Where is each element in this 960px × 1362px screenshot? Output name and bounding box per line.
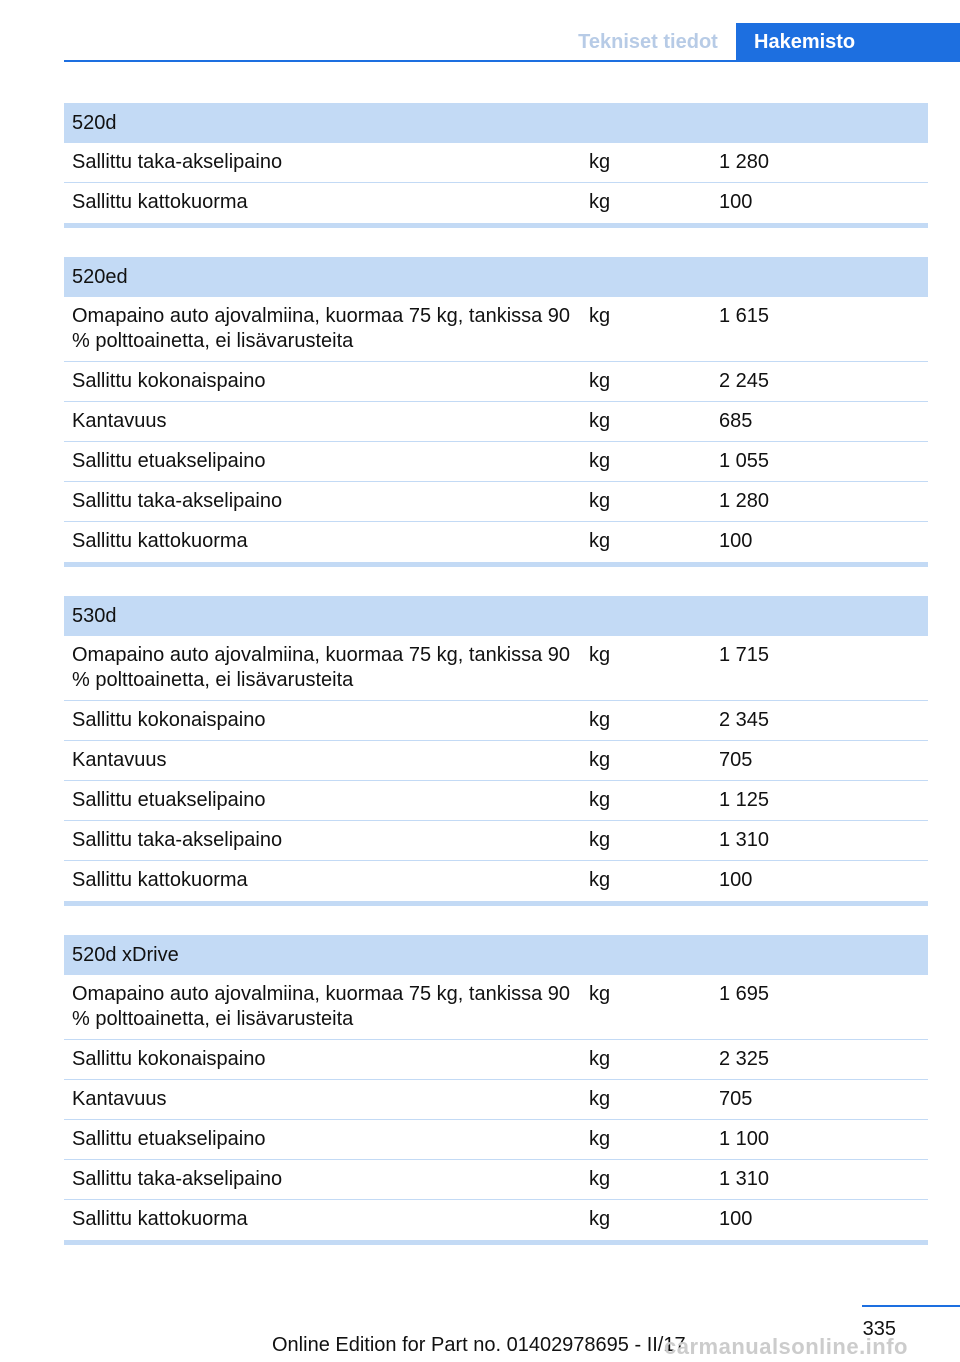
- table-row: [64, 975, 928, 1040]
- tab-hakemisto[interactable]: Hakemisto: [736, 23, 960, 62]
- table-row: [64, 781, 928, 821]
- row-unit: kg: [589, 370, 611, 392]
- edition-note: Online Edition for Part no. 01402978695 - II/17: [272, 1334, 686, 1356]
- row-value: 2 345: [719, 709, 770, 731]
- row-value: 1 280: [719, 151, 770, 173]
- row-label: Sallittu etuakselipaino: [72, 1128, 266, 1150]
- row-unit: kg: [589, 644, 611, 666]
- table-bottom-rule: [64, 562, 928, 567]
- row-unit: kg: [589, 983, 611, 1005]
- row-value: 2 245: [719, 370, 770, 392]
- row-value: 705: [719, 1088, 753, 1110]
- row-unit: kg: [589, 829, 611, 851]
- row-value: 1 615: [719, 305, 770, 327]
- row-unit: kg: [589, 709, 611, 731]
- row-value: 100: [719, 869, 753, 891]
- row-value: 1 125: [719, 789, 770, 811]
- table-bottom-rule: [64, 223, 928, 228]
- table-title: 520ed: [64, 257, 928, 297]
- row-value: 1 310: [719, 829, 770, 851]
- row-unit: kg: [589, 1048, 611, 1070]
- table-row: [64, 636, 928, 701]
- row-label: Sallittu taka-akselipaino: [72, 151, 283, 173]
- tab-tekniset-tiedot[interactable]: Tekniset tiedot: [578, 30, 718, 53]
- row-unit: kg: [589, 1088, 611, 1110]
- table-row: [64, 861, 928, 901]
- row-unit: kg: [589, 1168, 611, 1190]
- row-unit: kg: [589, 749, 611, 771]
- row-unit: kg: [589, 1208, 611, 1230]
- table-row: [64, 522, 928, 562]
- spec-table: [64, 103, 928, 228]
- table-row: [64, 1120, 928, 1160]
- row-unit: kg: [589, 490, 611, 512]
- row-value: 1 055: [719, 450, 770, 472]
- row-value: 705: [719, 749, 753, 771]
- row-label: Sallittu kattokuorma: [72, 869, 248, 891]
- page-number: 335: [862, 1318, 896, 1340]
- row-label: Kantavuus: [72, 410, 167, 432]
- row-label: Omapaino auto ajovalmiina, kuormaa 75 kg, tankissa 90 % polttoainetta, ei lisävarusteita: [72, 305, 571, 352]
- table-row: [64, 482, 928, 522]
- row-label: Sallittu kokonaispaino: [72, 1048, 266, 1070]
- table-row: [64, 183, 928, 223]
- row-label: Sallittu kattokuorma: [72, 191, 248, 213]
- row-value: 100: [719, 530, 753, 552]
- table-title: 530d: [64, 596, 928, 636]
- row-unit: kg: [589, 869, 611, 891]
- table-row: [64, 741, 928, 781]
- row-label: Sallittu kokonaispaino: [72, 370, 266, 392]
- table-title: 520d xDrive: [64, 935, 928, 975]
- row-unit: kg: [589, 450, 611, 472]
- row-label: Sallittu kattokuorma: [72, 530, 248, 552]
- row-label: Omapaino auto ajovalmiina, kuormaa 75 kg, tankissa 90 % polttoainetta, ei lisävarusteita: [72, 983, 571, 1030]
- table-row: [64, 297, 928, 362]
- row-unit: kg: [589, 305, 611, 327]
- row-label: Sallittu taka-akselipaino: [72, 1168, 283, 1190]
- row-label: Sallittu taka-akselipaino: [72, 490, 283, 512]
- row-label: Omapaino auto ajovalmiina, kuormaa 75 kg, tankissa 90 % polttoainetta, ei lisävarusteita: [72, 644, 571, 691]
- table-row: [64, 821, 928, 861]
- row-label: Sallittu kokonaispaino: [72, 709, 266, 731]
- row-unit: kg: [589, 410, 611, 432]
- spec-tables: [64, 103, 928, 1274]
- row-unit: kg: [589, 191, 611, 213]
- footer-rule: [862, 1305, 960, 1307]
- table-row: [64, 362, 928, 402]
- table-row: [64, 442, 928, 482]
- row-value: 100: [719, 191, 753, 213]
- watermark: carmanualsonline.info: [664, 1334, 908, 1359]
- table-row: [64, 1200, 928, 1240]
- table-row: [64, 1080, 928, 1120]
- row-value: 1 310: [719, 1168, 770, 1190]
- row-label: Kantavuus: [72, 1088, 167, 1110]
- row-value: 1 100: [719, 1128, 770, 1150]
- row-unit: kg: [589, 530, 611, 552]
- row-value: 1 280: [719, 490, 770, 512]
- row-value: 2 325: [719, 1048, 770, 1070]
- row-value: 1 715: [719, 644, 770, 666]
- table-row: [64, 1040, 928, 1080]
- row-unit: kg: [589, 789, 611, 811]
- spec-table: [64, 935, 928, 1245]
- row-unit: kg: [589, 151, 611, 173]
- row-value: 685: [719, 410, 753, 432]
- table-title: 520d: [64, 103, 928, 143]
- row-value: 100: [719, 1208, 753, 1230]
- table-bottom-rule: [64, 1240, 928, 1245]
- table-row: [64, 1160, 928, 1200]
- row-unit: kg: [589, 1128, 611, 1150]
- row-label: Kantavuus: [72, 749, 167, 771]
- table-row: [64, 143, 928, 183]
- spec-table: [64, 257, 928, 567]
- row-label: Sallittu etuakselipaino: [72, 450, 266, 472]
- spec-table: [64, 596, 928, 906]
- row-value: 1 695: [719, 983, 770, 1005]
- row-label: Sallittu etuakselipaino: [72, 789, 266, 811]
- table-row: [64, 701, 928, 741]
- row-label: Sallittu taka-akselipaino: [72, 829, 283, 851]
- table-bottom-rule: [64, 901, 928, 906]
- row-label: Sallittu kattokuorma: [72, 1208, 248, 1230]
- table-row: [64, 402, 928, 442]
